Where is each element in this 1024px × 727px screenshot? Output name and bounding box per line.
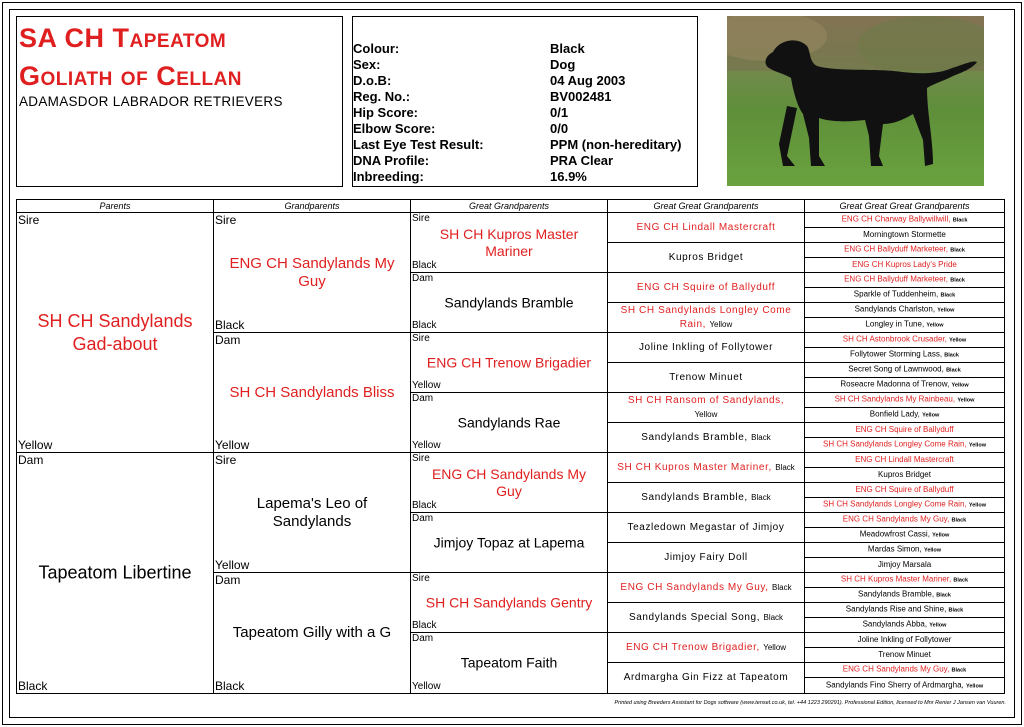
ancestor-entry — [608, 394, 804, 422]
ancestor-name: SH CH Kupros Master Mariner, — [617, 461, 772, 473]
pedigree-cell — [411, 513, 608, 573]
pedigree-cell — [805, 603, 1004, 618]
pedigree-cell — [805, 318, 1004, 333]
coat-colour-label: Yellow — [215, 438, 250, 452]
column-header: Great Great Great Grandparents — [805, 200, 1004, 213]
pedigree-cell — [608, 603, 805, 633]
pedigree-cell — [805, 258, 1004, 273]
ancestor-name: SH CH Sandylands Longley Come Rain, — [823, 439, 967, 449]
ancestor-name: Tapeatom Libertine — [38, 562, 192, 583]
ancestor-entry — [608, 461, 804, 475]
fact-label: Colour: — [353, 41, 400, 56]
ancestor-name: Sparkle of Tuddenheim, — [853, 289, 939, 299]
ancestor-name: SH CH Astonbrook Crusader, — [842, 334, 947, 344]
fact-label: Sex: — [353, 57, 381, 72]
ancestor-name: Teazledown Megastar of Jimjoy — [627, 521, 785, 533]
coat-colour-label: Yellow — [412, 681, 441, 692]
ancestor-name: Jimjoy Marsala — [877, 560, 932, 569]
ancestor-name: Trenow Minuet — [878, 650, 931, 659]
ancestor-entry — [608, 431, 804, 445]
ancestor-name: ENG CH Sandylands My Guy, — [620, 581, 769, 593]
ancestor-entry — [805, 620, 1004, 631]
ancestor-entry — [608, 281, 804, 295]
coat-colour: Black — [763, 612, 784, 622]
ancestor-name: Secret Song of Lawnwood, — [848, 364, 944, 374]
ancestor-name: Sandylands Bramble, — [858, 589, 935, 599]
ancestor-name: SH CH Kupros Master Mariner, — [840, 574, 952, 584]
fact-value: PRA Clear — [550, 153, 614, 168]
ancestor-entry — [608, 341, 804, 355]
pedigree-cell — [805, 633, 1004, 648]
pedigree-cell — [608, 453, 805, 483]
footer-credit: Printed using Breeders Assistant for Dogs software (www.tenset.co.uk, tel. +44 1223 290291). Professional Edition, licensed to Mnr Renier J Jansen van Vuuren. — [614, 700, 1006, 706]
fact-value: BV002481 — [550, 89, 612, 104]
ancestor-name: Sandylands Rise and Shine, — [845, 604, 947, 614]
pedigree-cell — [805, 663, 1004, 678]
coat-colour-label: Black — [412, 620, 437, 631]
pedigree-cell — [214, 453, 411, 573]
title-box — [16, 16, 343, 187]
pedigree-cell — [805, 588, 1004, 603]
coat-colour: Yellow — [763, 642, 787, 652]
ancestor-name: Joline Inkling of Follytower — [857, 635, 952, 644]
coat-colour: Black — [951, 517, 967, 524]
ancestor-entry — [805, 395, 1004, 406]
ancestor-name: SH CH Sandylands Gad-about — [37, 310, 193, 354]
ancestor-entry — [805, 290, 1004, 301]
ancestor-entry — [805, 560, 1004, 570]
fact-label: Last Eye Test Result: — [353, 137, 484, 152]
ancestor-name: Sandylands Abba, — [862, 619, 928, 629]
ancestor-entry — [805, 320, 1004, 331]
coat-colour: Yellow — [968, 442, 986, 449]
ancestor-entry — [608, 641, 804, 655]
ancestor-entry — [805, 455, 1004, 465]
pedigree-cell — [411, 453, 608, 513]
parent-role-label: Dam — [215, 333, 241, 347]
coat-colour-label: Black — [215, 318, 245, 332]
parent-role-label: Sire — [412, 213, 430, 224]
pedigree-cell — [608, 363, 805, 393]
fact-value: 04 Aug 2003 — [550, 73, 626, 88]
fact-label: Elbow Score: — [353, 121, 436, 136]
coat-colour: Yellow — [951, 382, 969, 389]
ancestor-name: SH CH Kupros Master Mariner — [439, 225, 579, 259]
coat-colour: Black — [953, 577, 969, 584]
coat-colour: Yellow — [926, 322, 944, 329]
ancestor-name: ENG CH Sandylands My Guy, — [842, 514, 950, 524]
coat-colour: Yellow — [929, 622, 947, 629]
ancestor-name: ENG CH Squire of Ballyduff — [855, 485, 954, 494]
ancestor-entry — [805, 230, 1004, 240]
pedigree-cell — [17, 453, 214, 693]
coat-colour: Black — [775, 462, 795, 472]
pedigree-cell — [805, 363, 1004, 378]
coat-colour-label: Black — [412, 260, 437, 271]
pedigree-cell — [805, 348, 1004, 363]
pedigree-cell — [608, 483, 805, 513]
ancestor-name: ENG CH Kupros Lady's Pride — [852, 260, 957, 269]
coat-colour-label: Black — [18, 679, 48, 693]
coat-colour: Black — [751, 492, 771, 502]
ancestor-name: Tapeatom Gilly with a G — [232, 624, 392, 641]
ancestor-name: Sandylands Special Song, — [628, 611, 761, 623]
ancestor-entry — [805, 530, 1004, 541]
ancestor-name: Tapeatom Faith — [460, 654, 558, 671]
ancestor-name: SH CH Sandylands Gentry — [425, 594, 593, 610]
pedigree-cell — [608, 213, 805, 243]
ancestor-name: ENG CH Squire of Ballyduff — [855, 425, 954, 434]
ancestor-name: Kupros Bridget — [668, 251, 744, 263]
pedigree-cell — [805, 438, 1004, 453]
ancestor-name: ENG CH Sandylands My Guy, — [842, 664, 950, 674]
ancestor-entry — [608, 581, 804, 595]
pedigree-cell — [805, 273, 1004, 288]
ancestor-name: SH CH Ransom of Sandylands, — [627, 394, 785, 406]
pedigree-cell — [608, 663, 805, 693]
pedigree-cell — [608, 273, 805, 303]
pedigree-cell — [805, 558, 1004, 573]
pedigree-cell — [608, 303, 805, 333]
pedigree-cell — [608, 513, 805, 543]
coat-colour-label: Yellow — [412, 440, 441, 451]
coat-colour: Yellow — [965, 683, 984, 689]
ancestor-entry — [805, 365, 1004, 376]
coat-colour: Yellow — [957, 397, 975, 404]
ancestor-name: ENG CH Trenow Brigadier, — [625, 641, 760, 653]
fact-value: Dog — [550, 57, 576, 72]
column-header: Grandparents — [214, 200, 411, 213]
fact-value: PPM (non-hereditary) — [550, 137, 682, 152]
ancestor-name: Sandylands Fino Sherry of Ardmargha, — [825, 680, 964, 689]
coat-colour: Black — [951, 667, 967, 674]
coat-colour: Yellow — [694, 409, 718, 419]
ancestor-name: Joline Inkling of Follytower — [638, 341, 774, 353]
ancestor-entry — [608, 371, 804, 385]
ancestor-entry — [805, 590, 1004, 601]
coat-colour-label: Yellow — [215, 558, 250, 572]
ancestor-entry — [805, 485, 1004, 495]
column-header: Great Great Grandparents — [608, 200, 805, 213]
pedigree-cell — [805, 303, 1004, 318]
ancestor-name: ENG CH Lindall Mastercraft — [855, 455, 954, 464]
ancestor-entry — [805, 680, 1004, 691]
ancestor-entry — [805, 245, 1004, 256]
ancestor-entry — [805, 665, 1004, 676]
ancestor-name: Jimjoy Fairy Doll — [664, 551, 748, 563]
coat-colour-label: Yellow — [18, 438, 53, 452]
coat-colour: Black — [946, 367, 961, 374]
dog-title-line1: SA CH Tapeatom — [19, 23, 227, 53]
parent-role-label: Sire — [412, 573, 430, 584]
parent-role-label: Sire — [215, 213, 237, 227]
pedigree-cell — [805, 468, 1004, 483]
ancestor-entry — [805, 470, 1004, 480]
pedigree-cell — [214, 213, 411, 333]
pedigree-cell — [805, 528, 1004, 543]
fact-label: D.o.B: — [353, 73, 392, 88]
ancestor-name: Bonfield Lady, — [869, 409, 920, 419]
pedigree-cell — [805, 213, 1004, 228]
ancestor-name: Sandylands Bramble, — [641, 491, 748, 503]
ancestor-name: SH CH Sandylands Longley Come Rain, — [620, 304, 792, 330]
pedigree-cell — [805, 408, 1004, 423]
ancestor-entry — [805, 515, 1004, 526]
pedigree-cell — [411, 333, 608, 393]
ancestor-name: ENG CH Sandylands My Guy — [229, 254, 395, 290]
ancestor-name: Morningtown Stormette — [863, 230, 946, 239]
parent-role-label: Dam — [412, 393, 434, 404]
parent-role-label: Sire — [412, 453, 430, 464]
fact-value: 16.9% — [550, 169, 587, 184]
pedigree-cell — [805, 678, 1004, 693]
fact-value: 0/1 — [550, 105, 569, 120]
ancestor-name: Trenow Minuet — [669, 371, 743, 383]
coat-colour: Yellow — [937, 307, 955, 314]
ancestor-entry — [805, 260, 1004, 270]
ancestor-name: Ardmargha Gin Fizz at Tapeatom — [623, 672, 789, 683]
pedigree-cell — [805, 513, 1004, 528]
parent-role-label: Dam — [412, 513, 434, 524]
pedigree-cell — [805, 423, 1004, 438]
coat-colour: Yellow — [949, 337, 967, 344]
pedigree-cell — [608, 573, 805, 603]
coat-colour: Black — [940, 292, 956, 299]
coat-colour: Black — [950, 277, 965, 284]
pedigree-cell — [608, 393, 805, 423]
pedigree-cell — [805, 573, 1004, 588]
ancestor-entry — [805, 500, 1004, 511]
pedigree-cell — [411, 213, 608, 273]
ancestor-entry — [608, 221, 804, 235]
pedigree-cell — [805, 288, 1004, 303]
column-header: Great Grandparents — [411, 200, 608, 213]
ancestor-entry — [805, 335, 1004, 346]
ancestor-entry — [608, 671, 804, 685]
coat-colour: Yellow — [923, 547, 942, 554]
pedigree-cell — [411, 633, 608, 693]
coat-colour: Black — [952, 217, 968, 224]
ancestor-name: ENG CH Sandylands My Guy — [431, 465, 587, 499]
ancestor-name: Meadowfrost Cassi, — [859, 529, 930, 539]
pedigree-cell — [608, 633, 805, 663]
pedigree-cell — [608, 423, 805, 453]
ancestor-name: Lapema's Leo of Sandylands — [256, 494, 368, 530]
fact-label: Inbreeding: — [353, 169, 424, 184]
ancestor-name: ENG CH Squire of Ballyduff — [636, 281, 776, 293]
fact-value: 0/0 — [550, 121, 569, 136]
parent-role-label: Dam — [412, 633, 434, 644]
ancestor-entry — [805, 380, 1004, 391]
parent-role-label: Sire — [412, 333, 430, 344]
coat-colour: Black — [772, 582, 792, 592]
coat-colour-label: Yellow — [412, 380, 441, 391]
pedigree-cell — [805, 453, 1004, 468]
ancestor-entry — [608, 491, 804, 505]
ancestor-entry — [805, 545, 1004, 556]
fact-label: DNA Profile: — [353, 153, 430, 168]
pedigree-cell — [805, 498, 1004, 513]
ancestor-name: Sandylands Charlston, — [854, 304, 936, 314]
ancestor-entry — [805, 425, 1004, 435]
ancestor-name: ENG CH Ballyduff Marketeer, — [844, 274, 948, 284]
pedigree-cell — [608, 333, 805, 363]
ancestor-name: Longley in Tune, — [865, 319, 925, 329]
ancestor-name: SH CH Sandylands Bliss — [229, 383, 395, 401]
ancestor-name: Sandylands Bramble, — [641, 431, 748, 443]
coat-colour: Yellow — [932, 532, 950, 539]
pedigree-cell — [411, 573, 608, 633]
ancestor-entry — [805, 605, 1004, 616]
fact-label: Reg. No.: — [353, 89, 411, 104]
ancestor-name: SH CH Sandylands Longley Come Rain, — [823, 499, 967, 509]
pedigree-cell — [411, 273, 608, 333]
ancestor-name: Sandylands Bramble — [444, 294, 574, 310]
fact-label: Hip Score: — [353, 105, 419, 120]
ancestor-name: Follytower Storming Lass, — [850, 349, 943, 359]
pedigree-table — [16, 199, 1005, 694]
ancestor-name: ENG CH Trenow Brigadier — [426, 354, 592, 370]
dog-title-line2: Goliath of Cellan — [19, 61, 243, 91]
pedigree-cell — [805, 648, 1004, 663]
fact-value: Black — [550, 41, 585, 56]
column-header: Parents — [17, 200, 214, 213]
pedigree-cell — [805, 243, 1004, 258]
ancestor-name: Mardas Simon, — [867, 544, 922, 554]
pedigree-cell — [608, 243, 805, 273]
ancestor-entry — [608, 611, 804, 625]
pedigree-cell — [805, 228, 1004, 243]
pedigree-cell — [805, 483, 1004, 498]
pedigree-cell — [411, 393, 608, 453]
ancestor-name: ENG CH Charway Ballywillwill, — [841, 214, 951, 224]
ancestor-entry — [805, 650, 1004, 660]
coat-colour: Yellow — [922, 412, 940, 419]
coat-colour: Black — [936, 592, 951, 599]
ancestor-entry — [805, 305, 1004, 316]
coat-colour: Black — [950, 247, 965, 254]
coat-colour: Yellow — [968, 502, 986, 509]
kennel-name: ADAMASDOR LABRADOR RETRIEVERS — [19, 94, 283, 109]
parent-role-label: Dam — [412, 273, 434, 284]
coat-colour-label: Black — [412, 500, 437, 511]
ancestor-entry — [805, 440, 1004, 451]
ancestor-entry — [608, 521, 804, 535]
coat-colour: Black — [948, 607, 964, 614]
ancestor-entry — [608, 251, 804, 265]
coat-colour: Black — [944, 352, 959, 359]
ancestor-name: Jimjoy Topaz at Lapema — [433, 534, 585, 550]
coat-colour: Yellow — [709, 319, 733, 329]
ancestor-name: ENG CH Ballyduff Marketeer, — [844, 244, 948, 254]
parent-role-label: Dam — [215, 573, 241, 587]
ancestor-entry — [805, 350, 1004, 361]
ancestor-entry — [608, 304, 804, 332]
pedigree-cell — [805, 618, 1004, 633]
coat-colour: Black — [751, 432, 771, 442]
ancestor-entry — [805, 635, 1004, 645]
ancestor-entry — [805, 215, 1004, 226]
coat-colour-label: Black — [412, 320, 437, 331]
pedigree-cell — [805, 378, 1004, 393]
ancestor-name: SH CH Sandylands My Rainbeau, — [834, 394, 956, 404]
pedigree-cell — [805, 393, 1004, 408]
parent-role-label: Sire — [215, 453, 237, 467]
ancestor-name: Kupros Bridget — [878, 470, 931, 479]
parent-role-label: Sire — [18, 213, 40, 227]
ancestor-name: Roseacre Madonna of Trenow, — [840, 379, 950, 389]
ancestor-entry — [805, 275, 1004, 286]
pedigree-cell — [214, 333, 411, 453]
ancestor-name: ENG CH Lindall Mastercraft — [636, 221, 776, 233]
pedigree-cell — [608, 543, 805, 573]
pedigree-cell — [805, 543, 1004, 558]
ancestor-entry — [805, 410, 1004, 421]
dog-photo — [727, 16, 984, 186]
ancestor-name: Sandylands Rae — [457, 414, 561, 430]
ancestor-entry — [805, 575, 1004, 586]
pedigree-cell — [17, 213, 214, 453]
pedigree-cell — [214, 573, 411, 693]
coat-colour-label: Black — [215, 679, 245, 693]
pedigree-cell — [805, 333, 1004, 348]
ancestor-entry — [608, 551, 804, 565]
parent-role-label: Dam — [18, 453, 44, 467]
